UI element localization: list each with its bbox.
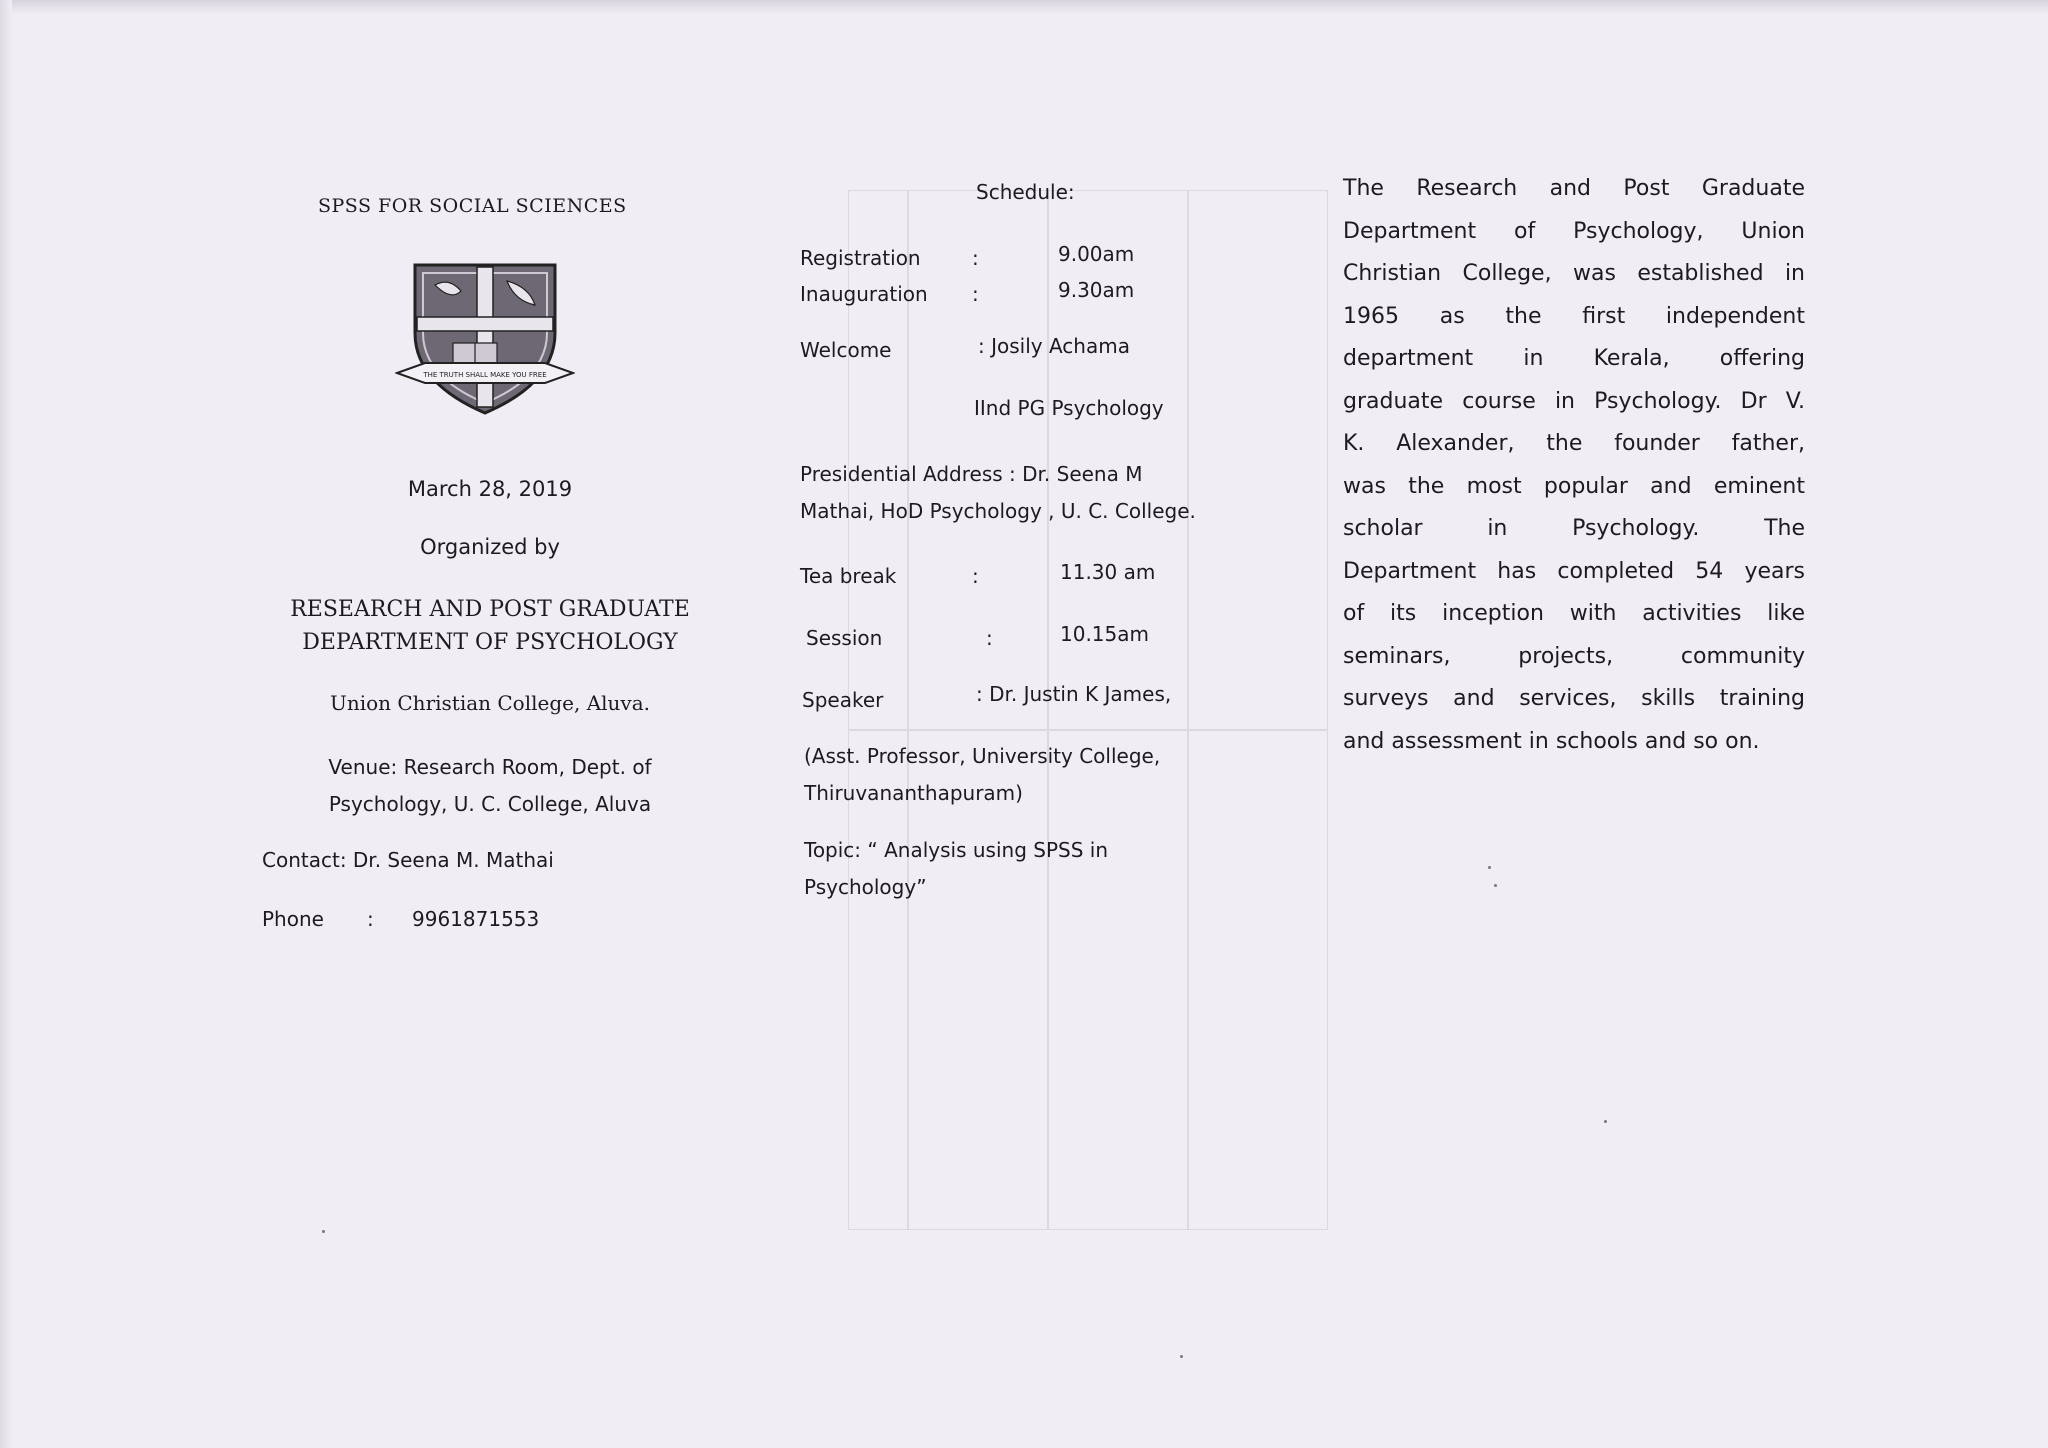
scan-speck: [322, 1230, 325, 1233]
venue-line-2: Psychology, U. C. College, Aluva: [328, 792, 652, 816]
department-name: [240, 593, 740, 659]
scan-speck: [1604, 1120, 1607, 1123]
inauguration-time: 9.30am: [1058, 278, 1135, 302]
scan-top-edge: [0, 0, 2048, 14]
welcome-speaker: : Josily Achama: [978, 334, 1130, 358]
inauguration-separator: :: [972, 282, 979, 306]
brochure-title: SPSS FOR SOCIAL SCIENCES: [318, 195, 627, 217]
topic-line-1: Topic: “ Analysis using SPSS in: [804, 838, 1108, 862]
contact-person: Contact: Dr. Seena M. Mathai: [262, 848, 554, 872]
about-line: of its inception with activities like: [1343, 601, 1805, 626]
presidential-address-line-2: Mathai, HoD Psychology , U. C. College.: [800, 499, 1196, 523]
college-name: Union Christian College, Aluva.: [329, 691, 651, 715]
registration-separator: :: [972, 246, 979, 270]
session-label: Session: [806, 626, 883, 650]
college-crest-logo: [395, 255, 575, 425]
event-date: March 28, 2019: [407, 477, 573, 501]
svg-text:THE TRUTH SHALL MAKE YOU FREE: THE TRUTH SHALL MAKE YOU FREE: [423, 371, 547, 379]
about-line: scholar in Psychology. The: [1343, 516, 1805, 541]
phone-label: Phone: [262, 907, 324, 931]
scan-speck: [1180, 1355, 1183, 1358]
welcome-speaker-note: IInd PG Psychology: [974, 396, 1164, 420]
scan-left-edge: [0, 0, 12, 1448]
topic: [804, 832, 1108, 906]
welcome-label: Welcome: [800, 338, 892, 362]
about-line: graduate course in Psychology. Dr V.: [1343, 388, 1805, 414]
about-line: 1965 as the first independent: [1343, 303, 1805, 329]
about-line: seminars, projects, community: [1343, 643, 1805, 669]
tea-break-time: 11.30 am: [1060, 560, 1156, 584]
about-line: The Research and Post Graduate: [1343, 176, 1805, 201]
speaker-affiliation-line-2: Thiruvananthapuram): [804, 781, 1023, 805]
schedule-heading: Schedule:: [976, 180, 1075, 204]
schedule-panel: [800, 180, 1260, 940]
speaker-affiliation: [804, 738, 1160, 812]
about-line: and assessment in schools and so on.: [1343, 728, 1760, 754]
registration-time: 9.00am: [1058, 242, 1135, 266]
scan-speck: [1488, 866, 1491, 869]
about-line: was the most popular and eminent: [1343, 473, 1805, 499]
about-line: surveys and services, skills training: [1343, 686, 1805, 711]
about-line: department in Kerala, offering: [1343, 346, 1805, 371]
tea-break-separator: :: [972, 564, 979, 588]
speaker-name: : Dr. Justin K James,: [976, 682, 1172, 706]
inauguration-label: Inauguration: [800, 282, 928, 306]
venue: [240, 749, 740, 823]
phone-number: 9961871553: [412, 907, 540, 931]
department-line-1: RESEARCH AND POST GRADUATE: [290, 597, 690, 622]
organized-by-label: Organized by: [420, 535, 560, 559]
about-line: Christian College, was established in: [1343, 261, 1805, 286]
phone-separator: :: [367, 907, 374, 931]
speaker-label: Speaker: [802, 688, 884, 712]
session-separator: :: [986, 626, 993, 650]
department-line-2: DEPARTMENT OF PSYCHOLOGY: [302, 630, 678, 655]
topic-line-2: Psychology”: [804, 875, 927, 899]
presidential-address: [800, 456, 1196, 530]
speaker-affiliation-line-1: (Asst. Professor, University College,: [804, 744, 1161, 768]
tea-break-label: Tea break: [800, 564, 897, 588]
about-line: K. Alexander, the founder father,: [1343, 431, 1805, 456]
registration-label: Registration: [800, 246, 921, 270]
venue-line-1: Venue: Research Room, Dept. of: [328, 755, 652, 779]
about-line: Department of Psychology, Union: [1343, 218, 1805, 244]
session-time: 10.15am: [1060, 622, 1149, 646]
about-line: Department has completed 54 years: [1343, 558, 1805, 584]
scan-speck: [1494, 884, 1497, 887]
presidential-address-line-1: Presidential Address : Dr. Seena M: [800, 462, 1143, 486]
about-department: [1343, 168, 1805, 763]
